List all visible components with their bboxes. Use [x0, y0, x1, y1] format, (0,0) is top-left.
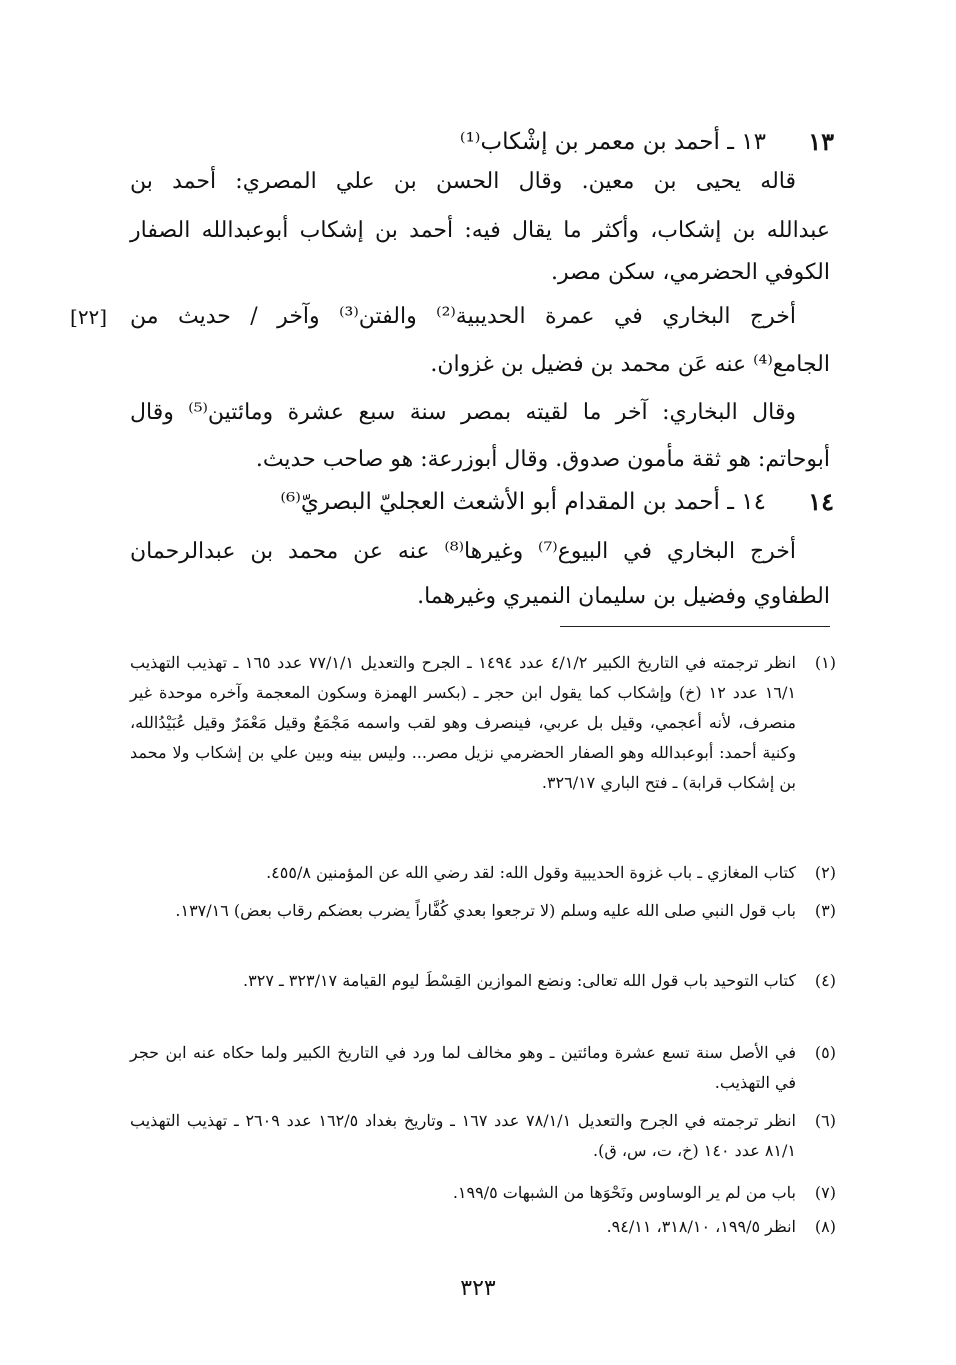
footnote	[130, 858, 836, 888]
entry-title: ١٤ ـ أحمد بن المقدام أبو الأشعث العجليّ البصريّ⁽⁶⁾	[280, 489, 766, 515]
entry-number: ١٤	[808, 487, 834, 516]
body-line: أخرج البخاري في البيوع⁽⁷⁾ وغيرها⁽⁸⁾ عنه عن محمد بن عبدالرحمان	[130, 539, 796, 564]
footnote	[130, 896, 836, 926]
footnote	[130, 648, 836, 798]
footnote-separator	[560, 626, 830, 627]
margin-page-reference: [٢٢]	[70, 305, 108, 329]
footnote	[130, 1038, 836, 1098]
footnote	[130, 1212, 836, 1242]
footnote-text: كتاب المغازي ـ باب غزوة الحديبية وقول الله: لقد رضي الله عن المؤمنين ٤٥٥/٨.	[266, 863, 796, 882]
footnote-text: باب من لم ير الوساوس ونَحْوَها من الشبهات ١٩٩/٥.	[452, 1183, 796, 1202]
footnote-text: انظر ١٩٩/٥، ٣١٨/١٠، ٩٤/١١.	[606, 1217, 796, 1236]
footnote	[130, 966, 836, 996]
footnote-label: (٤)	[814, 971, 836, 990]
body-line: عبدالله بن إشكاب، وأكثر ما يقال فيه: أحمد بن إشكاب أبوعبدالله الصفار	[130, 218, 830, 243]
body-line: الكوفي الحضرمي، سكن مصر.	[551, 260, 830, 285]
body-line: الطفاوي وفضيل بن سليمان النميري وغيرهما.	[417, 584, 830, 609]
footnote-label: (٧)	[814, 1183, 836, 1202]
footnote-text: باب قول النبي صلى الله عليه وسلم (لا ترجعوا بعدي كُفَّاراً يضرب بعضكم رقاب بعض) ١٣٧/١٦.	[175, 901, 796, 920]
body-line: وقال البخاري: آخر ما لقيته بمصر سنة سبع عشرة ومائتين⁽⁵⁾ وقال	[130, 400, 796, 425]
footnote-label: (٨)	[814, 1217, 836, 1236]
footnote-text: كتاب التوحيد باب قول الله تعالى: ونضع الموازين القِسْطَ ليوم القيامة ٣٢٣/١٧ ـ ٣٢٧.	[243, 971, 796, 990]
footnote-label: (١)	[814, 653, 836, 672]
entry-title: ١٣ ـ أحمد بن معمر بن إشْكاب⁽¹⁾	[459, 129, 766, 155]
footnote-text: انظر ترجمته في التاريخ الكبير ٤/١/٢ عدد ١٤٩٤ ـ الجرح والتعديل ٧٧/١/١ عدد ١٦٥ ـ تهذيب التهذيب ١٦/١ عدد ١٢ (خ) وإشكاب كما يقول ابن حجر ـ (بكسر الهمزة وسكون المعجمة وآخره موحدة غير منصرف، لأنه أعجمي، وقيل بل عربي، فينصرف وهو لقب واسمه مَجْمَعٌ وقيل مَعْمَرٌ وقيل عُبَيْدُالله، وكنية أحمد: أبوعبدالله وهو الصفار الحضرمي نزيل مصر... وليس بينه وبين علي بن إشكاب ولا محمد بن إشكاب قرابة) ـ فتح الباري ٣٢٦/١٧.	[130, 653, 797, 792]
footnote-text: انظر ترجمته في الجرح والتعديل ٧٨/١/١ عدد ١٦٧ ـ وتاريخ بغداد ١٦٢/٥ عدد ٢٦٠٩ ـ تهذيب التهذيب ٨١/١ عدد ١٤٠ (خ، ت، س، ق).	[130, 1111, 796, 1160]
footnote	[130, 1106, 836, 1166]
footnote	[130, 1178, 836, 1208]
footnote-label: (٥)	[814, 1043, 836, 1062]
page-number: ٣٢٣	[460, 1276, 496, 1301]
entry-number: ١٣	[808, 127, 834, 156]
body-line: الجامع⁽⁴⁾ عنه عَن محمد بن فضيل بن غزوان.	[430, 352, 830, 377]
footnote-label: (٢)	[814, 863, 836, 882]
footnote-label: (٣)	[814, 901, 836, 920]
body-line: أبوحاتم: هو ثقة مأمون صدوق. وقال أبوزرعة: هو صاحب حديث.	[255, 447, 830, 472]
footnote-label: (٦)	[814, 1111, 836, 1130]
footnote-text: في الأصل سنة تسع عشرة ومائتين ـ وهو مخالف لما ورد في التاريخ الكبير ولما حكاه عنه ابن حجر في التهذيب.	[130, 1043, 796, 1092]
body-line: أخرج البخاري في عمرة الحديبية⁽²⁾ والفتن⁽³⁾ وآخر / حديث من	[130, 304, 796, 329]
body-line: قاله يحيى بن معين. وقال الحسن بن علي المصري: أحمد بن	[130, 169, 796, 194]
